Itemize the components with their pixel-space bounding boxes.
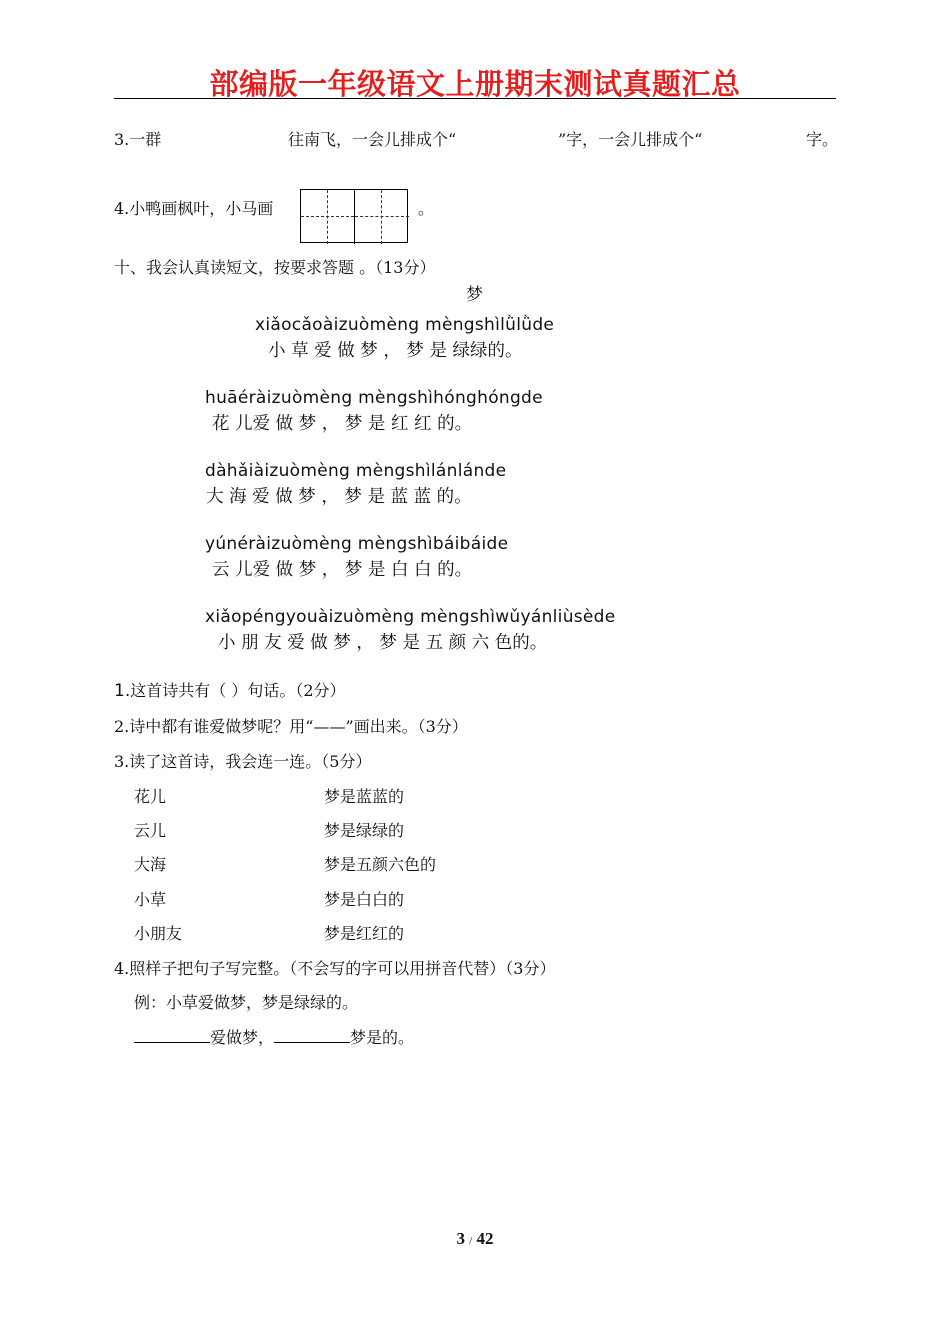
question-1: [114, 678, 346, 701]
match-right-item[interactable]: 梦是绿绿的: [324, 821, 405, 840]
poem-line-3-hanzi: 大 海 爱 做 梦 ， 梦 是 蓝 蓝 的。: [206, 487, 472, 507]
poem-line-5-pinyin: xiǎopéngyouàizuòmèng mèngshìwǔyánliùsède: [205, 607, 616, 627]
page-current: 3: [456, 1229, 465, 1248]
poem-line-4-hanzi: 云 儿爱 做 梦 ， 梦 是 白 白 的。: [212, 560, 473, 580]
question-1-text: 这首诗共有（ ）句话。（2分）: [130, 681, 346, 700]
q3-fill-part2: 往南飞，一会儿排成个“: [288, 130, 457, 149]
match-left-item[interactable]: 大海: [134, 855, 167, 874]
answer-blank-1[interactable]: [134, 1028, 210, 1043]
q4-fill-part2: 。: [418, 199, 435, 218]
question-1-number: 1.: [114, 681, 131, 701]
poem-title: 梦: [466, 285, 483, 305]
match-left-item[interactable]: 小朋友: [134, 924, 183, 943]
poem-line-1-pinyin: xiǎocǎoàizuòmèng mèngshìlǜlǜde: [255, 315, 555, 335]
q3-fill-part1: 3.一群: [114, 130, 162, 149]
page-total: 42: [476, 1229, 494, 1248]
fill-sentence-end: 梦是的。: [350, 1028, 415, 1047]
match-right-item[interactable]: 梦是白白的: [324, 890, 405, 909]
poem-line-2-hanzi: 花 儿爱 做 梦 ， 梦 是 红 红 的。: [212, 414, 473, 434]
q4-fill-part1: 4.小鸭画枫叶，小马画: [114, 199, 274, 218]
match-right-item[interactable]: 梦是蓝蓝的: [324, 787, 405, 806]
poem-line-4-pinyin: yúnéràizuòmèng mèngshìbáibáide: [205, 534, 509, 554]
fill-sentence: [134, 1025, 414, 1048]
poem-line-3-pinyin: dàhǎiàizuòmèng mèngshìlánlánde: [205, 461, 507, 481]
q3-fill-part4: 字。: [806, 130, 839, 149]
answer-blank-2[interactable]: [274, 1028, 350, 1043]
fill-sentence-mid: 爱做梦，: [210, 1028, 275, 1047]
section-heading: 十、我会认真读短文，按要求答题 。（13分）: [114, 258, 436, 277]
match-left-item[interactable]: 花儿: [134, 787, 167, 806]
page-number: [0, 1229, 950, 1249]
match-left-item[interactable]: 云儿: [134, 821, 167, 840]
example-sentence: 例：小草爱做梦，梦是绿绿的。: [134, 993, 359, 1012]
page-separator: /: [469, 1235, 473, 1247]
tianzige-writing-grid[interactable]: [300, 189, 408, 243]
grid-cell[interactable]: [355, 190, 409, 244]
question-2: 2.诗中都有谁爱做梦呢？用“——”画出来。（3分）: [114, 717, 468, 736]
grid-cell[interactable]: [301, 190, 355, 244]
header-divider: [114, 98, 836, 99]
match-right-item[interactable]: 梦是红红的: [324, 924, 405, 943]
match-right-item[interactable]: 梦是五颜六色的: [324, 855, 437, 874]
q3-fill-part3: ”字，一会儿排成个“: [558, 130, 703, 149]
match-left-item[interactable]: 小草: [134, 890, 167, 909]
poem-line-1-hanzi: 小 草 爱 做 梦 ， 梦 是 绿绿的。: [268, 341, 523, 361]
question-3: 3.读了这首诗，我会连一连。（5分）: [114, 752, 372, 771]
question-4: 4.照样子把句子写完整。（不会写的字可以用拼音代替）（3分）: [114, 959, 556, 978]
poem-line-2-pinyin: huāéràizuòmèng mèngshìhónghóngde: [205, 388, 543, 408]
poem-line-5-hanzi: 小 朋 友 爱 做 梦 ， 梦 是 五 颜 六 色的。: [218, 633, 548, 653]
document-title: 部编版一年级语文上册期末测试真题汇总: [209, 67, 741, 101]
